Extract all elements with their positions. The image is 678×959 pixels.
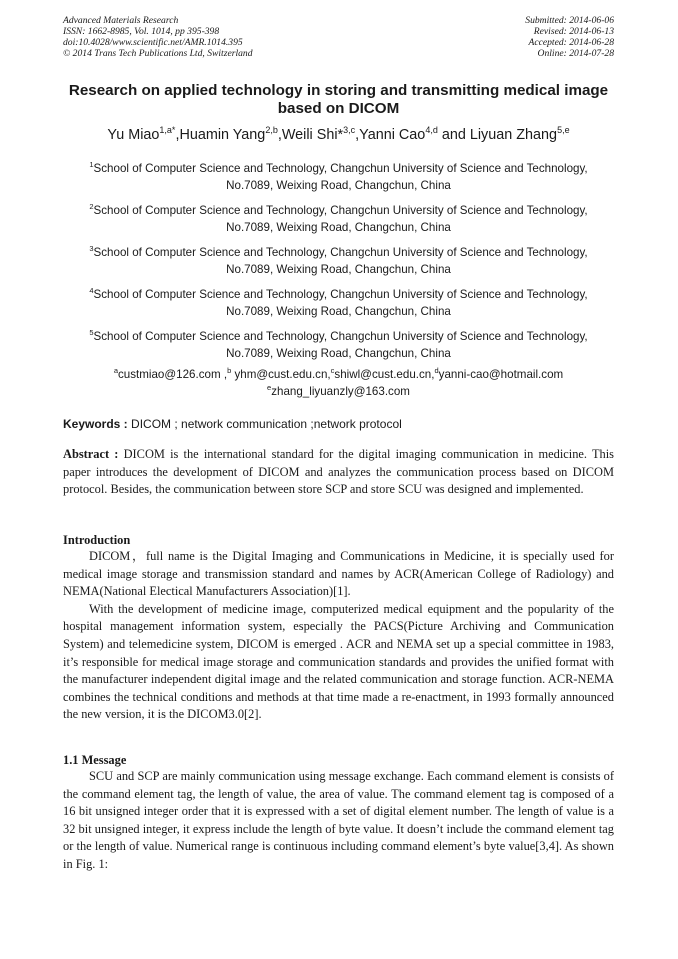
- submission-dates: [525, 15, 614, 59]
- paragraph: DICOM，full name is the Digital Imaging and Communications in Medicine, it is specially used for medical image storage and transmission standard and names by ACR(American College of Radiology) and NEMA(National Electical Manufacturers Association)[1].: [63, 549, 614, 599]
- email-c: shiwl@cust.edu.cn,: [334, 368, 435, 381]
- email-b: yhm@cust.edu.cn,: [231, 368, 331, 381]
- email-a: custmiao@126.com ,: [117, 368, 228, 381]
- journal-name: Advanced Materials Research: [63, 15, 179, 26]
- author-sup: 5,e: [557, 125, 570, 135]
- affiliation-2: [63, 202, 614, 236]
- affiliation-3: [63, 244, 614, 278]
- abstract-text: DICOM is the international standard for the digital imaging communication in medicine. This paper introduces the development of DICOM and analyzes the communication process based on DICOM protocol. Besides, the communication between store SCP and store SCU was designed and implemented.: [63, 447, 614, 497]
- affiliation-line: School of Computer Science and Technology, Changchun University of Science and Technology,: [93, 288, 588, 301]
- keywords: [63, 416, 614, 432]
- affiliation-num: 3: [89, 244, 94, 253]
- author-list: Yu Miao$^{1,a*}$,Huamin Yang$^{2,b}$,Weili Shi*$^{3,c}$,Yanni Cao$^{4,d}$ and Liyuan Zhang$^{5,e}$: [107, 125, 570, 143]
- date-accepted: Accepted: 2014-06-28: [528, 37, 614, 48]
- affiliation-5: [63, 328, 614, 362]
- affiliation-num: 1: [89, 160, 94, 169]
- author-emails: $^a$custmiao@126.com ,$^b$ yhm@cust.edu.cn,$^c$shiwl@cust.edu.cn,$^d$yanni-cao@hotmail.com $^e$zhang_liyuanzly@163.com: [113, 366, 564, 398]
- paper-title: Research on applied technology in storing and transmitting medical image based on DICOM: [68, 82, 609, 117]
- affiliation-num: 4: [89, 286, 94, 295]
- affiliation-line: School of Computer Science and Technology, Changchun University of Science and Technology,: [93, 330, 588, 343]
- author-name: Yanni Cao: [359, 127, 426, 143]
- affiliation-4: [63, 286, 614, 320]
- message-body: [63, 768, 614, 874]
- journal-info: [63, 15, 253, 59]
- affiliation-line: School of Computer Science and Technology, Changchun University of Science and Technology,: [93, 246, 588, 259]
- affiliation-address: No.7089, Weixing Road, Changchun, China: [226, 347, 451, 360]
- abstract-label: Abstract :: [63, 447, 119, 461]
- affiliation-1: [63, 160, 614, 194]
- affiliation-line: School of Computer Science and Technology, Changchun University of Science and Technology,: [93, 204, 588, 217]
- abstract: [63, 446, 614, 499]
- author-name: Yu Miao: [107, 127, 160, 143]
- author-name: Weili Shi*: [281, 127, 344, 143]
- paragraph: With the development of medicine image, computerized medical equipment and the popularity of the hospital management information system, especially the PACS(Picture Archiving and Communication System) and telemedicine system, DICOM is emerged . ACR and NEMA set up a special committee in 1983, it’s responsible for medical image storage and communication standards and provides the unified format with the manufacturer independent digital image and the related communication and storage function. ACR-NEMA combines the technical conditions and methods at that time made a re-enactment, in 1993 formally announced the new version, it is the DICOM3.0[2].: [63, 601, 614, 722]
- keywords-text: DICOM ; network communication ;network protocol: [127, 417, 402, 431]
- email-d: yanni-cao@hotmail.com: [438, 368, 564, 381]
- affiliation-line: School of Computer Science and Technology, Changchun University of Science and Technology,: [93, 162, 588, 175]
- email-e: zhang_liyuanzly@163.com: [271, 385, 410, 398]
- paragraph: SCU and SCP are mainly communication using message exchange. Each command element is consists of the command element tag, the length of value, the area of value. The command element tag is composed of a 16 bit unsigned integer order that it is expressed with a set of digital element number. The length of value is a 32 bit unsigned integer, it express include the length of byte value. It doesn’t include the command element tag or the length of value. Numerical range is continuous including command element’s byte value[3,4]. As shown in Fig. 1:: [63, 769, 614, 871]
- affiliation-address: No.7089, Weixing Road, Changchun, China: [226, 179, 451, 192]
- journal-doi: doi:10.4028/www.scientific.net/AMR.1014.395: [63, 37, 243, 48]
- date-online: Online: 2014-07-28: [537, 48, 614, 59]
- affiliation-address: No.7089, Weixing Road, Changchun, China: [226, 305, 451, 318]
- affiliation-num: 5: [89, 328, 94, 337]
- affiliation-address: No.7089, Weixing Road, Changchun, China: [226, 221, 451, 234]
- author-name: Liyuan Zhang: [469, 127, 558, 143]
- message-heading: 1.1 Message: [63, 753, 127, 767]
- author-sup: 2,b: [265, 125, 278, 135]
- journal-issn: ISSN: 1662-8985, Vol. 1014, pp 395-398: [63, 26, 220, 37]
- date-submitted: Submitted: 2014-06-06: [525, 15, 614, 26]
- author-sup: 1,a*: [159, 125, 176, 135]
- author-sup: 3,c: [343, 125, 356, 135]
- introduction-body: [63, 548, 614, 724]
- author-name: Huamin Yang: [179, 127, 266, 143]
- keywords-label: Keywords :: [63, 417, 128, 431]
- introduction-heading: Introduction: [63, 533, 131, 547]
- author-sup: 4,d: [425, 125, 438, 135]
- affiliation-num: 2: [89, 202, 94, 211]
- affiliation-address: No.7089, Weixing Road, Changchun, China: [226, 263, 451, 276]
- date-revised: Revised: 2014-06-13: [533, 26, 614, 37]
- journal-copyright: © 2014 Trans Tech Publications Ltd, Switzerland: [63, 48, 253, 59]
